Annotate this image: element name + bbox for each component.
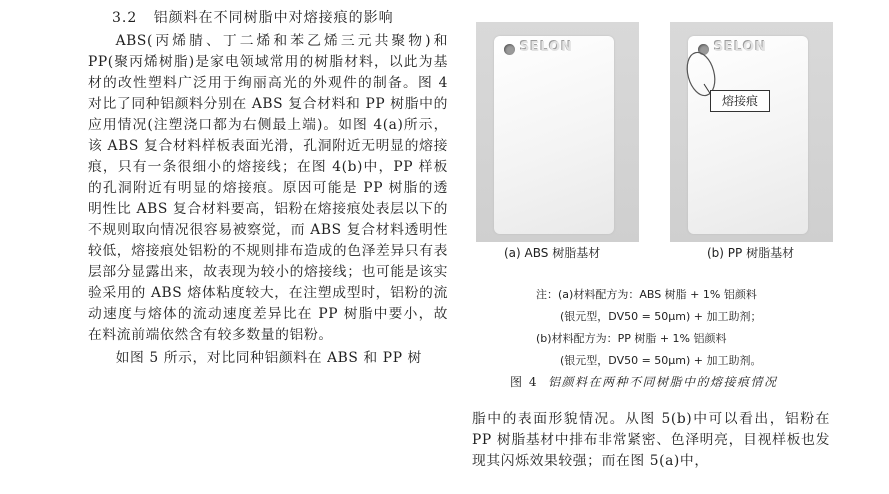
body-paragraph-1: ABS(丙烯腈、丁二烯和苯乙烯三元共聚物)和 PP(聚丙烯树脂)是家电领域常用的树脂材料，以此为基材的改性塑料广泛用于绚丽高光的外观件的制备。图 4 对比了同种铝颜料分别在 ABS 复合材料和 PP 树脂中的应用情况(注塑浇口都为右侧最上端)。如图 4(a)所示，该 ABS 复合材料样板表面光滑，孔洞附近无明显的熔接痕，只有一条很细小的熔接线；在图 4(b)中，PP 样板的孔洞附近有明显的熔接痕。原因可能是 PP 树脂的透明性比 ABS 复合材料要高，铝粉在熔接痕处表层以下的不规则取向情况很容易被察觉，而 ABS 复合材料透明性较低，熔接痕处铝粉的不规则排布造成的色泽差异只有表层部分显露出来，故表现为较小的熔接线；也可能是该实验采用的 ABS 熔体粘度较大，在注塑成型时，铝粉的流动速度与熔体的流动速度差异比在 PP 树脂中要小，故在料流前端依然含有较多数量的铝粉。 — [88, 33, 448, 343]
plate-logo: SELON — [714, 40, 767, 55]
section-number: 3.2 — [112, 10, 138, 26]
weld-mark-callout: 熔接痕 — [710, 90, 770, 112]
plate-logo: SELON — [520, 40, 573, 55]
section-heading — [88, 8, 448, 28]
note-line: (b)材料配方为：PP 树脂 + 1% 铝颜料 — [536, 332, 727, 345]
note-line: (银元型，DV50 = 50μm) + 加工助剂。 — [560, 354, 762, 367]
figure-note — [536, 284, 826, 372]
caption-a: (a) ABS 树脂基材 — [504, 246, 601, 260]
body-paragraph-3: 脂中的表面形貌情况。从图 5(b)中可以看出，铝粉在 PP 树脂基材中排布非常紧密、色泽明亮，目视样板也发现其闪烁效果较强；而在图 5(a)中， — [472, 411, 830, 469]
figure-title-text: 铝颜料在两种不同树脂中的熔接痕情况 — [547, 375, 778, 389]
weld-mark-annotation-icon — [472, 22, 832, 252]
right-column — [472, 409, 830, 472]
figure-4 — [472, 22, 832, 392]
caption-b: (b) PP 树脂基材 — [707, 246, 795, 260]
figure-title — [510, 373, 777, 390]
figure-number: 图 4 — [510, 375, 538, 389]
body-paragraph-2: 如图 5 所示，对比同种铝颜料在 ABS 和 PP 树 — [115, 350, 422, 366]
left-column — [88, 8, 448, 369]
section-title: 铝颜料在不同树脂中对熔接痕的影响 — [153, 10, 394, 26]
note-line: (银元型，DV50 = 50μm) + 加工助剂； — [560, 310, 762, 323]
note-line: 注：(a)材料配方为：ABS 树脂 + 1% 铝颜料 — [536, 288, 757, 301]
